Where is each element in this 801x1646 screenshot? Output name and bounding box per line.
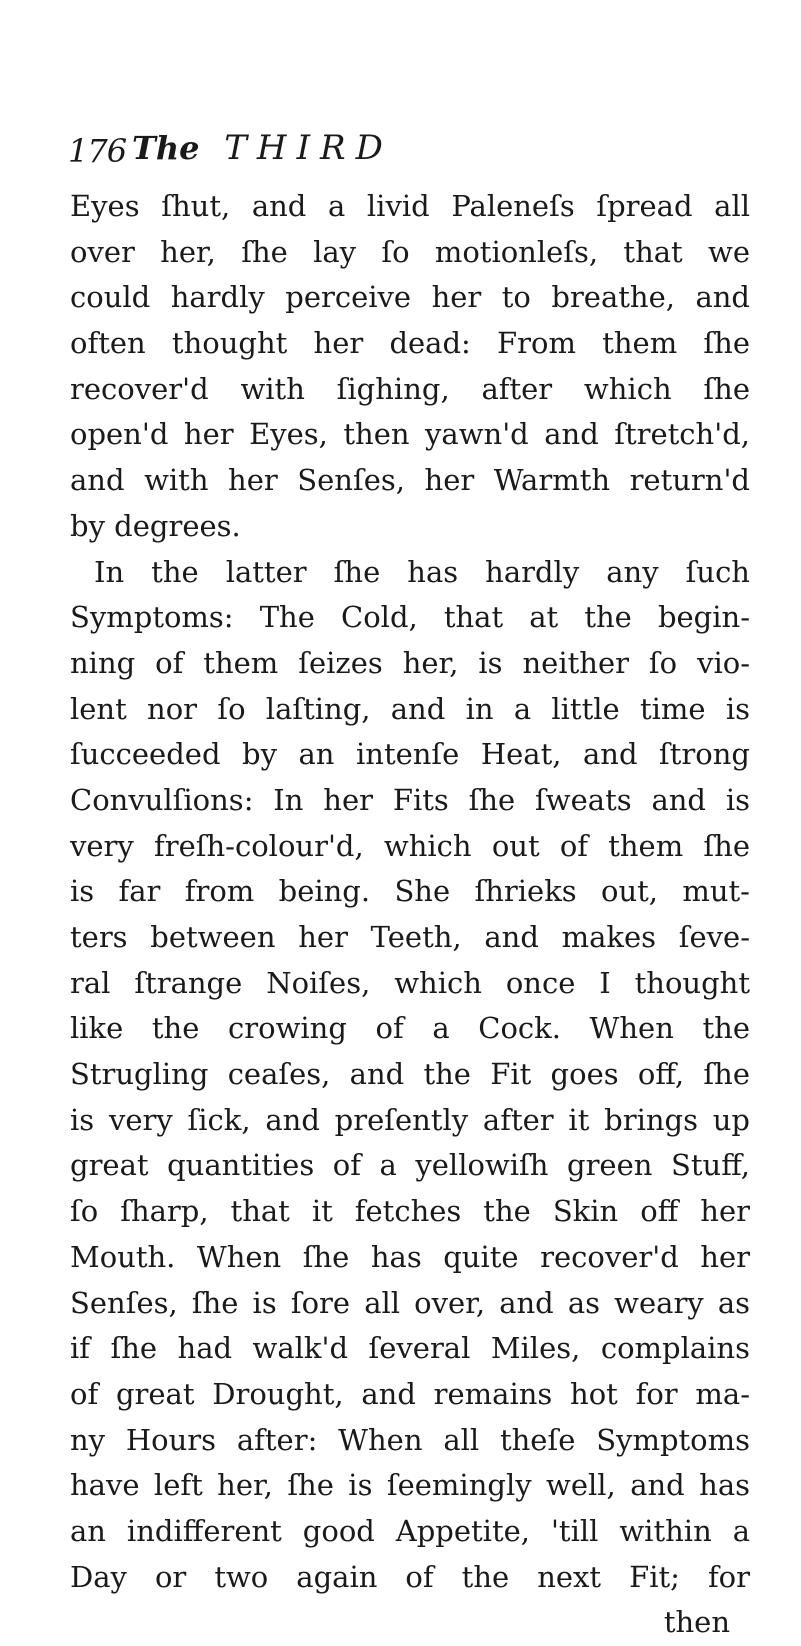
text-line: is very ſick, and preſently after it brings up (70, 1102, 750, 1137)
running-title-book: THIRD (224, 128, 393, 168)
text-line: by degrees. (70, 508, 241, 543)
text-line: recover'd with ſighing, after which ſhe (70, 371, 750, 406)
text-line: Eyes ſhut, and a livid Paleneſs ſpread all (70, 189, 750, 223)
text-line: In the latter ſhe has hardly any ſuch (94, 554, 750, 589)
text-line: like the crowing of a Cock. When the (70, 1011, 750, 1046)
text-line: Senſes, ſhe is ſore all over, and as weary as (70, 1285, 750, 1320)
body-text (70, 184, 750, 1646)
text-line: ſo ſharp, that it fetches the Skin off her (70, 1194, 750, 1229)
text-line: ſucceeded by an intenſe Heat, and ſtrong (70, 737, 750, 772)
text-line: ning of them ſeizes her, is neither ſo vio- (70, 645, 750, 680)
text-line: an indifferent good Appetite, 'till within a (70, 1513, 750, 1548)
text-line: Day or two again of the next Fit; for (70, 1559, 750, 1594)
text-line: have left her, ſhe is ſeemingly well, and has (70, 1468, 750, 1503)
running-title (132, 128, 393, 168)
text-line: ny Hours after: When all theſe Symptoms (70, 1422, 750, 1457)
text-line: often thought her dead: From them ſhe (70, 326, 750, 361)
running-head (68, 128, 748, 172)
text-line: very freſh-colour'd, which out of them ſhe (70, 828, 750, 863)
text-line: over her, ſhe lay ſo motionleſs, that we (70, 234, 750, 269)
text-line: ters between her Teeth, and makes ſeve- (70, 920, 750, 954)
text-line: ral ſtrange Noiſes, which once I thought (70, 965, 750, 1000)
text-line: Strugling ceaſes, and the Fit goes off, ſhe (70, 1057, 750, 1092)
text-line: open'd her Eyes, then yawn'd and ſtretch'd, (70, 417, 750, 452)
text-line: Convulſions: In her Fits ſhe ſweats and is (70, 782, 750, 817)
page-number: 176 (68, 132, 127, 170)
text-line: could hardly perceive her to breathe, and (70, 280, 750, 315)
text-line: great quantities of a yellowiſh green Stuff, (70, 1148, 750, 1183)
text-line: and with her Senſes, her Warmth return'd (70, 463, 750, 498)
text-line: Symptoms: The Cold, that at the begin- (70, 600, 750, 635)
text-line: is far from being. She ſhrieks out, mut- (70, 874, 750, 909)
text-line: Mouth. When ſhe has quite recover'd her (70, 1239, 750, 1274)
text-line: of great Drought, and remains hot for ma- (70, 1376, 750, 1411)
text-line: lent nor ſo laſting, and in a little time is (70, 691, 750, 726)
running-title-the: The (132, 129, 200, 167)
text-line: if ſhe had walk'd ſeveral Miles, complains (70, 1331, 750, 1366)
catchword: then (663, 1605, 730, 1640)
